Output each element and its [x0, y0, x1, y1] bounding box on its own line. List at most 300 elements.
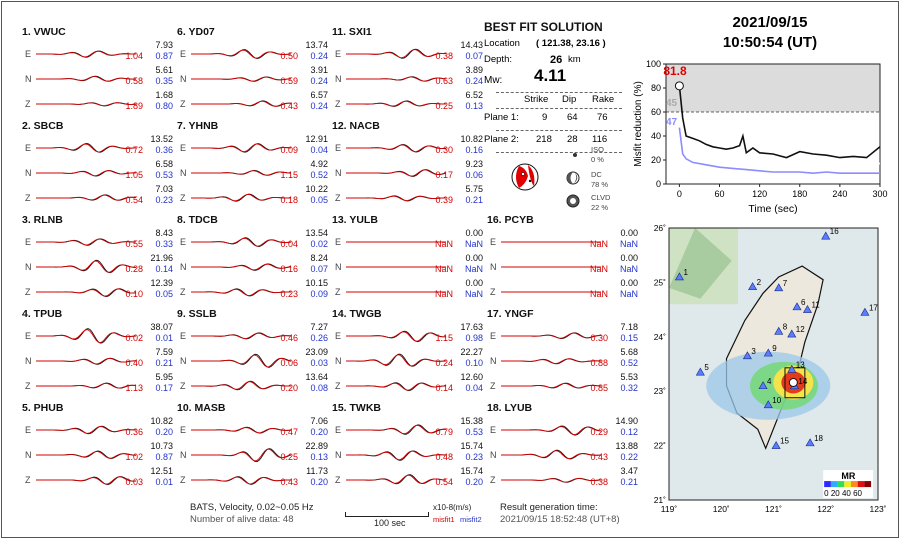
- component-label: N: [180, 262, 187, 272]
- misfit2-value: 0.22: [620, 452, 638, 462]
- misfit1-value: 1.02: [125, 452, 143, 462]
- component-label: N: [180, 356, 187, 366]
- waveform-trace: [191, 188, 291, 208]
- component-row: [332, 279, 482, 306]
- misfit2-value: 0.05: [155, 289, 173, 299]
- result-label: Result generation time:: [500, 502, 598, 513]
- y-tick-label: 80: [650, 83, 661, 93]
- peak-amplitude: 12.39: [150, 278, 173, 288]
- event-date: 2021/09/15: [732, 14, 808, 31]
- station-block: [177, 214, 327, 306]
- peak-amplitude: 12.91: [305, 134, 328, 144]
- depth-value: 26: [550, 54, 563, 66]
- depth-unit: km: [568, 54, 581, 65]
- misfit2-value: NaN: [464, 289, 483, 299]
- component-row: [177, 229, 327, 256]
- misfit2-value: 0.04: [310, 145, 328, 155]
- misfit2-value: 0.21: [155, 358, 173, 368]
- station-number: 9: [772, 344, 777, 354]
- synthetic-waveform: [191, 355, 291, 367]
- synthetic-waveform: [191, 194, 291, 200]
- component-row: [22, 41, 172, 68]
- component-label: E: [490, 331, 497, 341]
- x-tick-label: 180: [792, 189, 808, 199]
- misfit2-value: 0.10: [465, 358, 483, 368]
- misfit1-value: 0.17: [435, 170, 453, 180]
- mr-legend-swatch: [824, 481, 831, 487]
- component-label: Z: [335, 193, 341, 203]
- time-scale-bar: [345, 512, 429, 517]
- lat-tick-label: 24˚: [653, 331, 666, 342]
- component-row: [177, 417, 327, 444]
- iso-label: ISO: [591, 145, 604, 154]
- component-label: Z: [25, 193, 31, 203]
- misfit2-value: NaN: [619, 264, 638, 274]
- waveform-trace: [501, 257, 601, 277]
- component-label: E: [25, 425, 32, 435]
- plane1-label: Plane 1:: [484, 112, 519, 123]
- component-row: [177, 185, 327, 212]
- waveform-trace: [346, 351, 446, 371]
- misfit1-value: 0.63: [435, 76, 453, 86]
- synthetic-waveform: [501, 478, 601, 482]
- component-label: E: [335, 237, 342, 247]
- misfit2-value: 0.23: [465, 452, 483, 462]
- misfit1-value: NaN: [589, 239, 608, 249]
- waveform-trace: [346, 138, 446, 158]
- peak-amplitude: 17.63: [460, 322, 483, 332]
- depth-label: Depth:: [484, 54, 512, 65]
- mr-legend-swatch: [851, 481, 858, 487]
- best-fit-title: BEST FIT SOLUTION: [484, 20, 603, 34]
- peak-amplitude: 5.75: [465, 184, 483, 194]
- clvd-label: CLVD: [591, 193, 611, 202]
- station-number: 3: [751, 346, 756, 356]
- waveform-trace: [191, 69, 291, 89]
- component-row: [177, 279, 327, 306]
- misfit1-value: 1.15: [280, 170, 298, 180]
- waveform-trace: [501, 232, 601, 252]
- misfit1-value: 0.38: [435, 51, 453, 61]
- misfit1-value: 0.09: [280, 145, 298, 155]
- component-label: N: [180, 168, 187, 178]
- component-row: [22, 279, 172, 306]
- component-row: [22, 160, 172, 187]
- station-number: 10: [772, 395, 782, 405]
- misfit1-value: NaN: [589, 264, 608, 274]
- component-row: [332, 185, 482, 212]
- misfit2-value: 0.17: [155, 383, 173, 393]
- waveform-trace: [36, 376, 136, 396]
- station-name: 2. SBCB: [22, 120, 64, 132]
- component-label: N: [335, 450, 342, 460]
- synthetic-waveform: [36, 427, 136, 434]
- synthetic-waveform: [346, 101, 446, 106]
- waveform-trace: [501, 351, 601, 371]
- component-row: [22, 185, 172, 212]
- component-label: Z: [490, 287, 496, 297]
- misfit2-value: 0.07: [465, 51, 483, 61]
- waveform-trace: [36, 44, 136, 64]
- peak-amplitude: 4.92: [310, 159, 328, 169]
- misfit1-value: 0.18: [280, 195, 298, 205]
- component-label: E: [180, 425, 187, 435]
- x-axis-label: Time (sec): [748, 203, 798, 215]
- misfit1-value: 0.25: [435, 101, 453, 111]
- dc-label: DC: [591, 170, 602, 179]
- mw-value: 4.11: [534, 66, 567, 85]
- waveform-trace: [36, 351, 136, 371]
- misfit2-value: 0.09: [310, 289, 328, 299]
- component-row: [177, 467, 327, 494]
- component-label: Z: [180, 381, 186, 391]
- component-label: Z: [180, 99, 186, 109]
- peak-amplitude: 21.96: [150, 253, 173, 263]
- synthetic-waveform: [36, 330, 136, 343]
- misfit2-value: 0.33: [155, 239, 173, 249]
- peak-amplitude: 1.68: [155, 90, 173, 100]
- synthetic-waveform: [191, 101, 291, 106]
- waveform-trace: [36, 94, 136, 114]
- station-block: [22, 308, 172, 400]
- waveform-trace: [346, 376, 446, 396]
- misfit2-value: NaN: [464, 264, 483, 274]
- mr-legend-swatch: [831, 481, 838, 487]
- component-row: [332, 229, 482, 256]
- synthetic-waveform: [346, 425, 446, 433]
- component-row: [177, 373, 327, 400]
- component-row: [487, 348, 637, 375]
- observed-waveform: [36, 477, 136, 485]
- misfit-reduction-chart: [632, 58, 894, 218]
- component-label: N: [25, 356, 32, 366]
- waveform-trace: [191, 326, 291, 346]
- misfit2-value: 0.20: [310, 477, 328, 487]
- component-label: N: [335, 356, 342, 366]
- footer-alive: Number of alive data: 48: [190, 514, 294, 525]
- component-label: E: [335, 49, 342, 59]
- misfit1-value: 0.39: [435, 195, 453, 205]
- station-block: [22, 120, 172, 212]
- result-time: 2021/09/15 18:52:48 (UT+8): [500, 514, 620, 525]
- misfit2-value: 0.04: [465, 383, 483, 393]
- misfit2-value: 0.20: [465, 477, 483, 487]
- best-marker: [675, 82, 683, 90]
- synthetic-waveform: [191, 477, 291, 484]
- station-block: [22, 214, 172, 306]
- misfit2-value: 0.21: [465, 195, 483, 205]
- dc-value: 78 %: [591, 180, 609, 189]
- component-row: [22, 91, 172, 118]
- misfit1-legend: misfit1: [433, 515, 455, 524]
- component-row: [22, 254, 172, 281]
- misfit2-value: 0.52: [620, 358, 638, 368]
- peak-amplitude: 0.00: [465, 228, 483, 238]
- waveform-trace: [191, 163, 291, 183]
- station-name: 15. TWKB: [332, 402, 382, 414]
- misfit2-value: 0.01: [155, 477, 173, 487]
- lat-tick-label: 22˚: [653, 440, 666, 451]
- misfit-map: [652, 220, 890, 520]
- peak-amplitude: 12.60: [460, 372, 483, 382]
- synthetic-waveform: [346, 475, 446, 483]
- waveform-trace: [346, 282, 446, 302]
- station-name: 1. VWUC: [22, 26, 66, 38]
- component-row: [22, 66, 172, 93]
- component-label: N: [335, 262, 342, 272]
- component-row: [332, 323, 482, 350]
- peak-amplitude: 11.73: [306, 466, 328, 476]
- component-row: [22, 373, 172, 400]
- component-row: [487, 229, 637, 256]
- misfit1-value: 0.50: [280, 51, 298, 61]
- waveform-trace: [501, 420, 601, 440]
- misfit2-value: 0.08: [310, 383, 328, 393]
- peak-amplitude: 7.03: [155, 184, 173, 194]
- y-axis-label: Misfit reduction (%): [633, 81, 644, 167]
- misfit1-value: 0.54: [125, 195, 143, 205]
- component-row: [177, 91, 327, 118]
- peak-amplitude: 10.82: [460, 134, 483, 144]
- component-label: N: [25, 450, 32, 460]
- station-number: 5: [704, 363, 709, 373]
- misfit2-value: 0.24: [310, 76, 328, 86]
- synthetic-waveform: [36, 239, 136, 245]
- waveform-trace: [191, 44, 291, 64]
- plane2-dip: 28: [567, 134, 578, 145]
- observed-waveform: [36, 260, 136, 272]
- station-block: [487, 308, 637, 400]
- peak-amplitude: 8.24: [310, 253, 328, 263]
- component-label: E: [180, 49, 187, 59]
- plane2-label: Plane 2:: [484, 134, 519, 145]
- misfit2-value: 0.53: [155, 170, 173, 180]
- misfit1-value: 0.02: [125, 333, 143, 343]
- station-name: 6. YD07: [177, 26, 215, 38]
- component-label: Z: [490, 475, 496, 485]
- peak-amplitude: 3.89: [465, 65, 483, 75]
- waveform-trace: [501, 445, 601, 465]
- reduction-47-label: 47: [666, 117, 678, 129]
- waveform-trace: [36, 232, 136, 252]
- misfit1-value: 0.03: [125, 477, 143, 487]
- component-row: [332, 135, 482, 162]
- peak-amplitude: 38.07: [150, 322, 173, 332]
- misfit2-value: 0.32: [620, 383, 638, 393]
- station-block: [332, 308, 482, 400]
- peak-amplitude: 10.22: [305, 184, 328, 194]
- x-tick-label: 300: [872, 189, 888, 199]
- peak-amplitude: 0.00: [465, 253, 483, 263]
- misfit1-value: 0.46: [280, 333, 298, 343]
- strike-header: Strike: [524, 94, 549, 105]
- peak-amplitude: 7.06: [310, 416, 328, 426]
- lat-tick-label: 26˚: [653, 223, 666, 233]
- misfit2-legend: misfit2: [460, 515, 482, 524]
- component-row: [332, 66, 482, 93]
- waveform-trace: [346, 94, 446, 114]
- misfit2-value: 0.98: [465, 333, 483, 343]
- synthetic-waveform: [346, 77, 446, 81]
- peak-amplitude: 7.27: [310, 322, 328, 332]
- misfit1-value: 0.10: [125, 289, 143, 299]
- lat-tick-label: 25˚: [653, 277, 666, 288]
- misfit1-value: 1.15: [435, 333, 453, 343]
- plane1-strike: 9: [542, 112, 548, 123]
- misfit1-value: 0.36: [125, 427, 143, 437]
- waveform-trace: [36, 163, 136, 183]
- lon-tick-label: 122˚: [817, 504, 835, 514]
- synthetic-waveform: [501, 359, 601, 364]
- peak-amplitude: 22.27: [460, 347, 483, 357]
- station-name: 5. PHUB: [22, 402, 64, 414]
- misfit2-value: 0.12: [620, 427, 638, 437]
- best-reduction-label: 81.8: [663, 63, 687, 78]
- x-tick-label: 0: [676, 189, 682, 199]
- misfit2-value: 0.24: [465, 76, 483, 86]
- component-row: [332, 91, 482, 118]
- plane1-dip: 64: [567, 112, 578, 123]
- component-row: [177, 254, 327, 281]
- lon-tick-label: 123˚: [869, 504, 887, 514]
- component-row: [22, 442, 172, 469]
- station-number: 7: [782, 278, 788, 288]
- waveform-trace: [346, 69, 446, 89]
- observed-waveform: [501, 450, 601, 459]
- synthetic-waveform: [501, 383, 601, 387]
- station-name: 3. RLNB: [22, 214, 63, 226]
- component-label: Z: [490, 381, 496, 391]
- station-number: 1: [683, 267, 688, 277]
- peak-amplitude: 13.74: [305, 40, 328, 50]
- peak-amplitude: 15.74: [460, 441, 483, 451]
- misfit1-value: 0.85: [590, 383, 608, 393]
- misfit2-value: 0.13: [465, 101, 483, 111]
- focal-mechanism-beachball: [510, 162, 540, 192]
- x-tick-label: 240: [832, 189, 848, 199]
- station-number: 17: [868, 303, 878, 313]
- synthetic-waveform: [36, 103, 136, 106]
- component-label: E: [490, 237, 497, 247]
- synthetic-waveform: [346, 196, 446, 200]
- station-name: 16. PCYB: [487, 214, 534, 226]
- synthetic-waveform: [36, 144, 136, 152]
- component-row: [487, 467, 637, 494]
- waveform-trace: [36, 420, 136, 440]
- misfit1-value: NaN: [434, 264, 453, 274]
- component-row: [177, 348, 327, 375]
- rake-header: Rake: [592, 94, 615, 105]
- mr-legend-swatch: [864, 481, 871, 487]
- station-block: [332, 26, 482, 118]
- component-row: [332, 41, 482, 68]
- misfit1-value: 0.40: [125, 358, 143, 368]
- peak-amplitude: 10.73: [150, 441, 173, 451]
- component-row: [177, 66, 327, 93]
- waveform-trace: [191, 257, 291, 277]
- component-label: Z: [25, 381, 31, 391]
- component-row: [22, 348, 172, 375]
- station-block: [487, 402, 637, 494]
- misfit2-value: 0.15: [620, 333, 638, 343]
- misfit2-value: 0.87: [155, 51, 173, 61]
- waveform-trace: [346, 188, 446, 208]
- event-time: 10:50:54 (UT): [722, 34, 818, 51]
- misfit1-value: 0.43: [590, 452, 608, 462]
- component-label: E: [25, 49, 32, 59]
- lon-tick-label: 120˚: [712, 504, 730, 514]
- peak-amplitude: 0.00: [620, 253, 638, 263]
- peak-amplitude: 14.90: [615, 416, 638, 426]
- misfit1-value: 0.47: [280, 427, 298, 437]
- dip-header: Dip: [562, 94, 577, 105]
- mr-legend-ticks: 0 20 40 60: [824, 489, 862, 499]
- misfit1-value: NaN: [589, 289, 608, 299]
- waveform-trace: [191, 138, 291, 158]
- plane2-strike: 218: [536, 134, 552, 145]
- synthetic-waveform: [191, 449, 291, 461]
- station-name: 10. MASB: [177, 402, 226, 414]
- waveform-trace: [501, 282, 601, 302]
- lon-tick-label: 121˚: [764, 504, 783, 514]
- component-label: N: [335, 168, 342, 178]
- amplitude-units: x10-8(m/s): [433, 503, 472, 512]
- misfit2-value: 0.02: [310, 239, 328, 249]
- misfit2-value: 0.01: [155, 333, 173, 343]
- waveform-trace: [191, 232, 291, 252]
- waveform-trace: [346, 232, 446, 252]
- misfit2-value: 0.16: [465, 145, 483, 155]
- peak-amplitude: 6.57: [310, 90, 328, 100]
- misfit2-value: 0.20: [155, 427, 173, 437]
- mr-legend-title: MR: [841, 471, 856, 482]
- waveform-trace: [191, 470, 291, 490]
- misfit2-value: 0.36: [155, 145, 173, 155]
- component-row: [487, 417, 637, 444]
- waveform-trace: [191, 351, 291, 371]
- synthetic-waveform: [191, 50, 291, 58]
- peak-amplitude: 7.93: [155, 40, 173, 50]
- misfit1-value: 1.04: [125, 51, 143, 61]
- mr-legend-swatch: [838, 481, 845, 487]
- component-label: E: [335, 425, 342, 435]
- misfit1-value: 0.43: [280, 101, 298, 111]
- waveform-trace: [36, 470, 136, 490]
- station-name: 11. SXI1: [332, 26, 372, 38]
- synthetic-waveform: [36, 195, 136, 200]
- waveform-trace: [191, 94, 291, 114]
- peak-amplitude: 15.74: [460, 466, 483, 476]
- iso-dot-icon: [573, 153, 577, 157]
- waveform-trace: [36, 138, 136, 158]
- mw-label: Mw:: [484, 75, 503, 86]
- component-label: E: [25, 143, 32, 153]
- component-label: E: [180, 143, 187, 153]
- peak-amplitude: 5.53: [620, 372, 638, 382]
- location-value: ( 121.38, 23.16 ): [536, 38, 606, 49]
- peak-amplitude: 13.54: [305, 228, 328, 238]
- station-number: 2: [756, 277, 762, 287]
- component-row: [332, 254, 482, 281]
- component-label: Z: [335, 381, 341, 391]
- y-tick-label: 100: [645, 59, 661, 69]
- waveform-trace: [36, 282, 136, 302]
- component-label: Z: [335, 99, 341, 109]
- component-row: [177, 442, 327, 469]
- component-label: Z: [335, 287, 341, 297]
- component-label: Z: [180, 287, 186, 297]
- misfit1-value: 1.05: [125, 170, 143, 180]
